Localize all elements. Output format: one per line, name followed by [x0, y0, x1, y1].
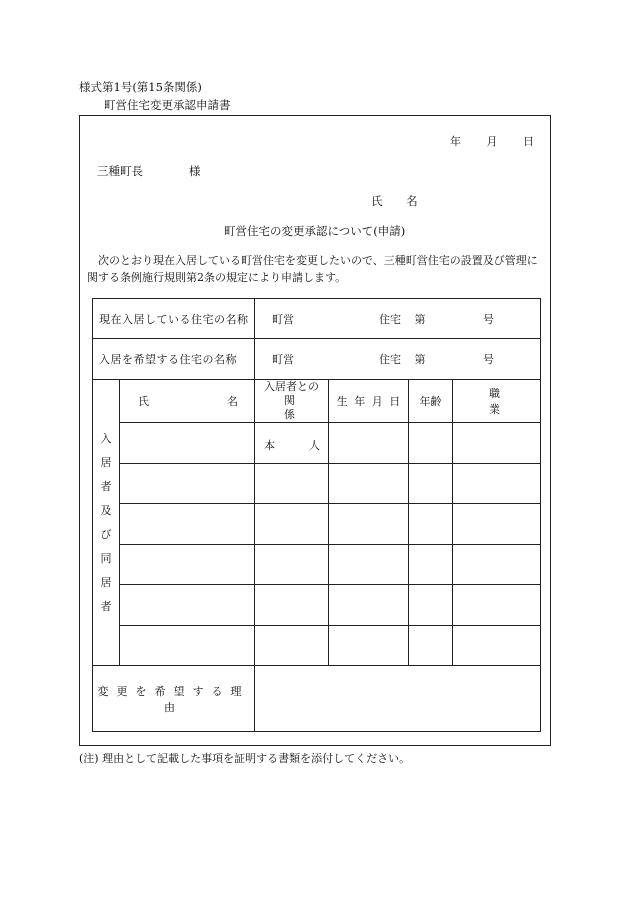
occupant-birthdate-field[interactable] [329, 423, 409, 464]
occupant-name-field[interactable] [120, 423, 255, 464]
form-title: 町営住宅変更承認申請書 [104, 98, 231, 112]
occupant-row [93, 626, 541, 666]
occupant-relation-field[interactable] [255, 464, 329, 504]
col-age-header: 年齢 [409, 380, 453, 423]
occupant-name-field[interactable] [120, 464, 255, 504]
reason-label: 変更を希望する理由 [93, 666, 255, 732]
occupant-birthdate-field[interactable] [329, 504, 409, 545]
date-line: 年 月 日 [450, 135, 534, 148]
occupant-name-field[interactable] [120, 504, 255, 545]
col-name-header: 氏 名 [120, 380, 255, 423]
desired-residence-label: 入居を希望する住宅の名称 [93, 339, 255, 380]
occupant-relation-field[interactable] [255, 504, 329, 545]
occupant-age-field[interactable] [409, 626, 453, 666]
reason-field[interactable] [255, 666, 541, 732]
occupant-occupation-field[interactable] [453, 423, 541, 464]
occupant-occupation-field[interactable] [453, 626, 541, 666]
desired-residence-row [93, 339, 541, 380]
occupant-age-field[interactable] [409, 423, 453, 464]
col-relation-header: 入居者との 関 係 [255, 380, 329, 423]
occupant-occupation-field[interactable] [453, 464, 541, 504]
applicant-name-label: 氏 名 [371, 194, 428, 208]
occupant-name-field[interactable] [120, 545, 255, 585]
addressee: 三種町長 [97, 164, 143, 178]
occupant-row [93, 504, 541, 545]
occupant-row [93, 423, 541, 464]
body-text: 次のとおり現在入居している町営住宅を変更したいので、三種町営住宅の設置及び管理に関する条例施行規則第2条の規定により申請します。 [87, 254, 538, 284]
occupant-birthdate-field[interactable] [329, 585, 409, 626]
occupant-row [93, 464, 541, 504]
occupant-relation-field[interactable] [255, 626, 329, 666]
self-label: 本 [264, 439, 275, 452]
col-birthdate-header: 生 年 月 日 [329, 380, 409, 423]
desired-residence-field[interactable] [255, 339, 541, 380]
occupant-occupation-field[interactable] [453, 545, 541, 585]
addressee-suffix: 様 [189, 164, 201, 178]
footnote: (注) 理由として記載した事項を証明する書類を添付してください。 [79, 752, 411, 765]
residence-prefix: 町営 [272, 353, 294, 366]
current-residence-label: 現在入居している住宅の名称 [93, 299, 255, 339]
residence-prefix: 町営 [272, 312, 294, 326]
occupant-birthdate-field[interactable] [329, 545, 409, 585]
self-label-2: 人 [309, 439, 320, 452]
occupant-age-field[interactable] [409, 504, 453, 545]
form-number-label: 様式第1号(第15条関係) [79, 80, 202, 94]
occupant-row [93, 545, 541, 585]
occupant-relation-field[interactable] [255, 545, 329, 585]
residence-suffix: 号 [483, 353, 494, 366]
occupant-name-field[interactable] [120, 585, 255, 626]
occupant-relation-field[interactable] [255, 423, 329, 464]
reason-row [93, 666, 541, 732]
application-table [92, 298, 541, 732]
current-residence-field[interactable] [255, 299, 541, 339]
occupants-section-label: 入 居 者 及 び 同 居 者 [93, 380, 120, 666]
col-occupation-header: 職 業 [453, 380, 541, 423]
occupant-birthdate-field[interactable] [329, 464, 409, 504]
current-residence-row [93, 299, 541, 339]
occupant-occupation-field[interactable] [453, 585, 541, 626]
residence-mid: 住宅 第 [379, 353, 426, 366]
occupant-birthdate-field[interactable] [329, 626, 409, 666]
residence-suffix: 号 [483, 312, 494, 326]
occupant-occupation-field[interactable] [453, 504, 541, 545]
occupant-header-row [93, 380, 541, 423]
residence-mid: 住宅 第 [379, 312, 426, 326]
occupant-name-field[interactable] [120, 626, 255, 666]
occupant-row [93, 585, 541, 626]
occupant-age-field[interactable] [409, 585, 453, 626]
occupant-age-field[interactable] [409, 464, 453, 504]
occupant-age-field[interactable] [409, 545, 453, 585]
subject-line: 町営住宅の変更承認について(申請) [224, 224, 406, 238]
occupant-relation-field[interactable] [255, 585, 329, 626]
